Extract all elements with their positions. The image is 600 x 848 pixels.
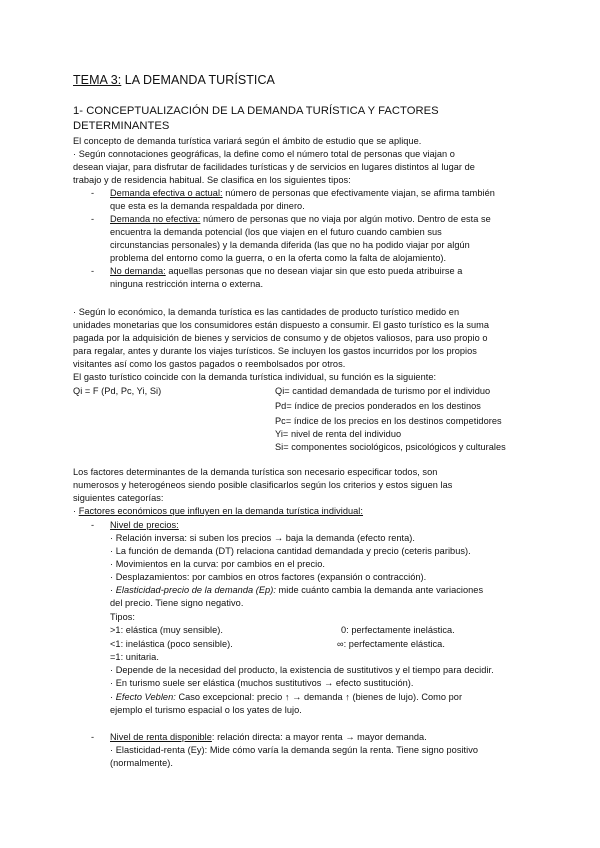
factores-economicos-label: Factores económicos que influyen en la demanda turística individual: <box>78 506 364 516</box>
efecto-veblen-text: Caso excepcional: precio ↑ → demanda ↑ (bienes de lujo). Como por <box>175 692 463 702</box>
precios-item-5 <box>110 585 483 596</box>
precios-item-1: · Relación inversa: si suben los precios → baja la demanda (efecto renta). <box>110 533 415 543</box>
variable-yi: Yi= nivel de renta del individuo <box>275 429 402 439</box>
factores-line-2: numerosos y heterogéneos siendo posible clasificarlos según los criterios y estos siguen las <box>73 480 453 490</box>
nodemanda-label: No demanda: <box>110 266 166 276</box>
factores-economicos-heading <box>73 506 363 517</box>
nivel-renta-label: Nivel de renta disponible <box>110 732 212 742</box>
eco-line-5: visitantes así como los gastos pagados o reembolsados por otros. <box>73 359 346 369</box>
eco-line-4: para regalar, antes y durante los viajes turísticos. Se incluyen los gastos incurridos por los propios <box>73 346 477 356</box>
bullet-dash: - <box>91 214 95 224</box>
elasticidad-precio-text: mide cuánto cambia la demanda ante variaciones <box>275 585 484 595</box>
elasticidad-precio-label: · Elasticidad-precio de la demanda (Ep): <box>110 585 276 595</box>
efectiva-label: Demanda efectiva o actual: <box>110 188 223 198</box>
section1-heading-line2: DETERMINANTES <box>73 120 170 132</box>
geo-line-2: desean viajar, para disfrutar de facilidades turísticas y de servicios en lugares distintos al lugar de <box>73 162 475 172</box>
noefectiva-line-3: circunstancias personales) y la demanda diferida (las que no ha podido viajar por algún <box>110 240 470 250</box>
eco-line-2: unidades monetarias que los consumidores están dispuesto a consumir. El gasto turístico es la suma <box>73 320 490 330</box>
precios-item-7: · En turismo suele ser elástica (muchos sustitutivos → efecto sustitución). <box>110 678 414 688</box>
renta-line-3: (normalmente). <box>110 758 173 768</box>
efecto-veblen-label: · Efecto Veblen: <box>110 692 176 702</box>
renta-line-1 <box>110 732 427 743</box>
tipo-inelastica: <1: inelástica (poco sensible). <box>110 639 233 649</box>
factores-line-3: siguientes categorías: <box>73 493 164 503</box>
renta-line-2: · Elasticidad-renta (Ey): Mide cómo varía la demanda según la renta. Tiene signo positivo <box>110 745 479 755</box>
title-rest: LA DEMANDA TURÍSTICA <box>121 73 275 87</box>
nodemanda-line-1 <box>110 266 462 277</box>
tipo-elastica: >1: elástica (muy sensible). <box>110 625 223 635</box>
nivel-precios-heading: Nivel de precios: <box>110 520 179 530</box>
efectiva-text: número de personas que efectivamente viajan, se afirma también <box>222 188 495 198</box>
bullet-dash: - <box>91 266 95 276</box>
page-title <box>73 73 275 87</box>
precios-item-3: · Movimientos en la curva: por cambios en el precio. <box>110 559 326 569</box>
bullet-dash: - <box>91 520 95 530</box>
veblen-line-1 <box>110 692 462 703</box>
nodemanda-line-2: ninguna restricción interna o externa. <box>110 279 264 289</box>
noefectiva-label: Demanda no efectiva: <box>110 214 201 224</box>
variable-pc: Pc= índice de los precios en los destinos competidores <box>275 416 502 426</box>
intro-paragraph: El concepto de demanda turística variará según el ámbito de estudio que se aplique. <box>73 136 422 146</box>
nodemanda-text: aquellas personas que no desean viajar sin que esto pueda atribuirse a <box>165 266 463 276</box>
tipos-heading: Tipos: <box>110 612 135 622</box>
noefectiva-line-4: problema del entorno como la guerra, o en la oferta como la falta de alojamiento). <box>110 253 447 263</box>
precios-item-2: · La función de demanda (DT) relaciona cantidad demandada y precio (ceteris paribus). <box>110 546 471 556</box>
tipo-unitaria: =1: unitaria. <box>110 652 159 662</box>
tipo-perfectamente-elastica: ∞: perfectamente elástica. <box>337 639 445 649</box>
geo-line-3: trabajo y de residencia habitual. Se clasifica en los siguientes tipos: <box>73 175 351 185</box>
gasto-line: El gasto turístico coincide con la demanda turística individual, su función es la siguiente: <box>73 372 437 382</box>
bullet-dot: · <box>73 506 79 516</box>
title-prefix: TEMA 3: <box>73 73 122 87</box>
veblen-line-2: ejemplo el turismo espacial o los yates de lujo. <box>110 705 302 715</box>
factores-line-1: Los factores determinantes de la demanda turística son necesario especificar todos, son <box>73 467 438 477</box>
noefectiva-line-2: encuentra la demanda potencial (los que viajen en el futuro cuando cambien sus <box>110 227 442 237</box>
eco-line-1: · Según lo económico, la demanda turística es las cantidades de producto turístico medido en <box>73 307 460 317</box>
noefectiva-line-1 <box>110 214 491 225</box>
bullet-dash: - <box>91 188 95 198</box>
efectiva-line-1 <box>110 188 495 199</box>
bullet-dash: - <box>91 732 95 742</box>
efectiva-line-2: que esta es la demanda respaldada por dinero. <box>110 201 305 211</box>
noefectiva-text: número de personas que no viaja por algún motivo. Dentro de esta se <box>200 214 491 224</box>
section1-heading-line1: 1- CONCEPTUALIZACIÓN DE LA DEMANDA TURÍSTICA Y FACTORES <box>73 105 439 117</box>
eco-line-3: pagada por la adquisición de bienes y servicios de consumo y de objetos valiosos, para uso propio o <box>73 333 488 343</box>
precios-item-6: · Depende de la necesidad del producto, la existencia de sustitutivos y el tiempo para decidir. <box>110 665 494 675</box>
variable-pd: Pd= índice de precios ponderados en los destinos <box>275 401 481 411</box>
variable-si: Si= componentes sociológicos, psicológicos y culturales <box>275 442 506 452</box>
precios-item-4: · Desplazamientos: por cambios en otros factores (expansión o contracción). <box>110 572 427 582</box>
precios-item-5-line-2: del precio. Tiene signo negativo. <box>110 598 244 608</box>
geo-line-1: · Según connotaciones geográficas, la define como el número total de personas que viajan o <box>73 149 455 159</box>
nivel-renta-text: : relación directa: a mayor renta → mayor demanda. <box>211 732 427 742</box>
demand-formula: Qi = F (Pd, Pc, Yi, Si) <box>73 386 162 396</box>
tipo-perfectamente-inelastica: 0: perfectamente inelástica. <box>341 625 455 635</box>
variable-qi: Qi= cantidad demandada de turismo por el individuo <box>275 386 491 396</box>
